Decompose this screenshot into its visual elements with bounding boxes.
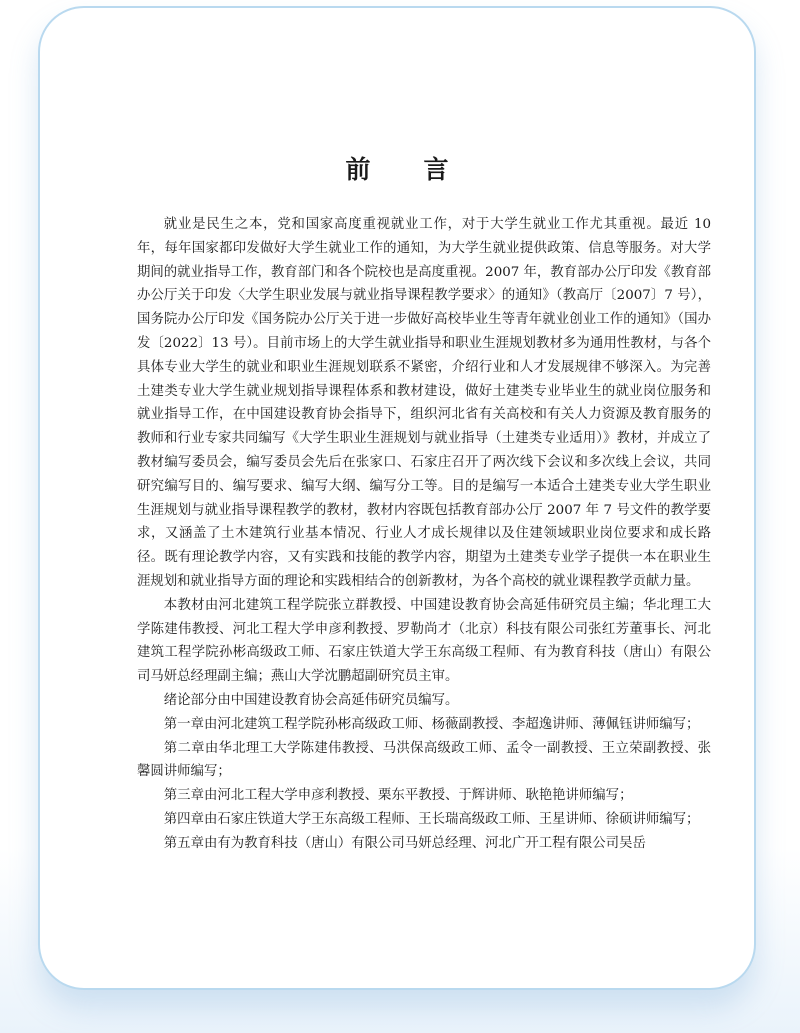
paragraph: 第三章由河北工程大学申彦利教授、栗东平教授、于辉讲师、耿艳艳讲师编写； <box>163 788 633 804</box>
body-text <box>137 213 711 856</box>
page-title: 前 言 <box>345 155 463 184</box>
paragraph: 第二章由华北理工大学陈建伟教授、马洪保高级政工师、孟令一副教授、王立荣副教授、张馨圆讲师编写； <box>137 740 711 780</box>
paragraph: 第一章由河北建筑工程学院孙彬高级政工师、杨薇副教授、李超逸讲师、薄佩钰讲师编写； <box>163 716 700 732</box>
paragraph: 本教材由河北建筑工程学院张立群教授、中国建设教育协会高延伟研究员主编；华北理工大学陈建伟教授、河北工程大学申彦利教授、罗勒尚才（北京）科技有限公司张红芳董事长、河北建筑工程学院孙彬高级政工师、石家庄铁道大学王东高级工程师、有为教育科技（唐山）有限公司马妍总经理副主编；燕山大学沈鹏超副研究员主审。 <box>137 597 711 685</box>
paragraph: 第四章由石家庄铁道大学王东高级工程师、王长瑞高级政工师、王星讲师、徐硕讲师编写； <box>163 811 700 827</box>
page-card <box>38 6 756 990</box>
paragraph: 就业是民生之本，党和国家高度重视就业工作，对于大学生就业工作尤其重视。最近 10 年，每年国家都印发做好大学生就业工作的通知，为大学生就业提供政策、信息等服务。对大学期间的就业指导工作，教育部门和各个院校也是高度重视。2007 年，教育部办公厅印发《教育部办公厅关于印发〈大学生职业发展与就业指导课程教学要求〉的通知》（教高厅〔2007〕7 号），国务院办公厅印发《国务院办公厅关于进一步做好高校毕业生等青年就业创业工作的通知》（国办发〔2022〕13 号）。目前市场上的大学生就业指导和职业生涯规划教材多为通用性教材，与各个具体专业大学生的就业和职业生涯规划联系不紧密，介绍行业和人才发展规律不够深入。为完善土建类专业大学生就业规划指导课程体系和教材建设，做好土建类专业毕业生的就业岗位服务和就业指导工作，在中国建设教育协会指导下，组织河北省有关高校和有关人力资源及教育服务的教师和行业专家共同编写《大学生职业生涯规划与就业指导（土建类专业适用）》教材，并成立了教材编写委员会，编写委员会先后在张家口、石家庄召开了两次线下会议和多次线上会议，共同研究编写目的、编写要求、编写大纲、编写分工等。目的是编写一本适合土建类专业大学生职业生涯规划与就业指导课程教学的教材，教材内容既包括教育部办公厅 2007 年 7 号文件的教学要求，又涵盖了土木建筑行业基本情况、行业人才成长规律以及住建领域职业岗位要求和成长路径。既有理论教学内容，又有实践和技能的教学内容，期望为土建类专业学子提供一本在职业生涯规划和就业指导方面的理论和实践相结合的创新教材，为各个高校的就业课程教学贡献力量。 <box>137 217 711 589</box>
paragraph: 绪论部分由中国建设教育协会高延伟研究员编写。 <box>163 692 459 708</box>
paragraph: 第五章由有为教育科技（唐山）有限公司马妍总经理、河北广开工程有限公司吴岳 <box>163 835 646 851</box>
